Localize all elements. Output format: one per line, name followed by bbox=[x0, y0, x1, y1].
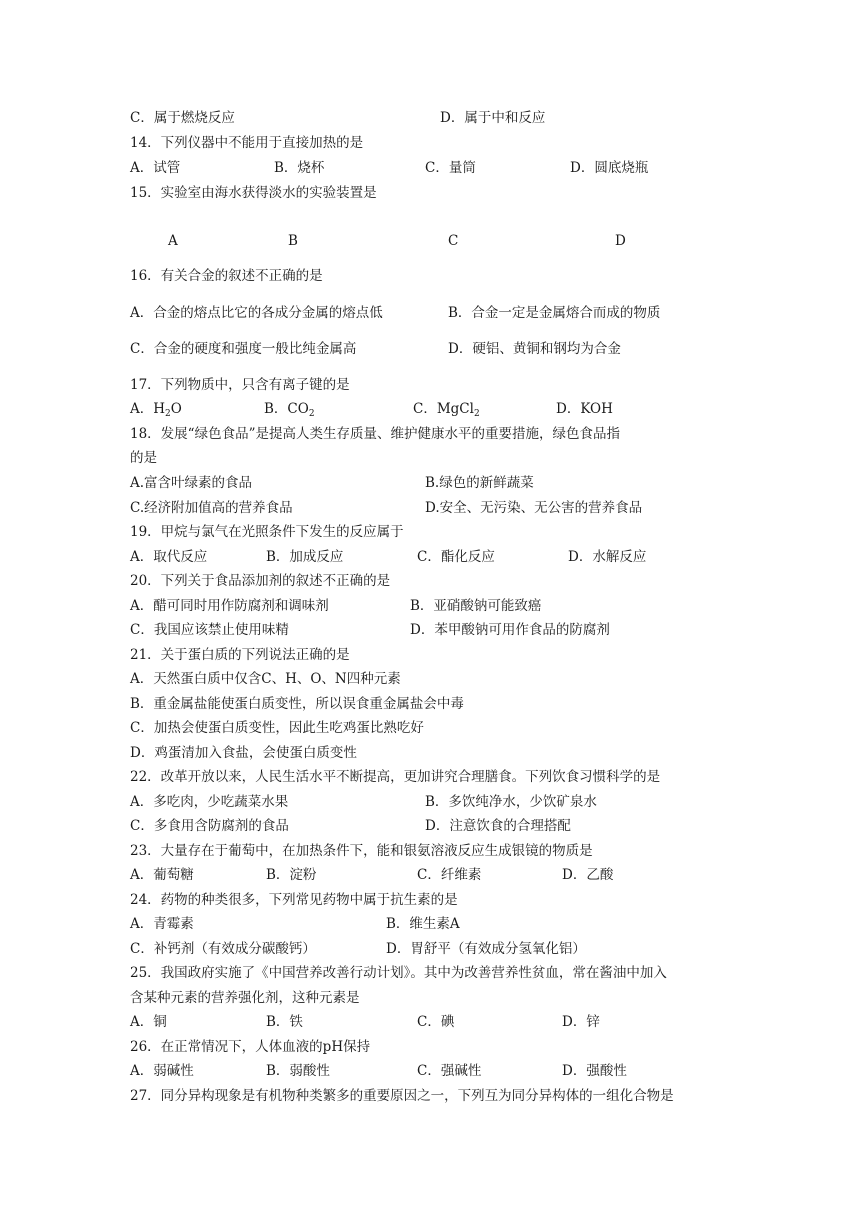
option-d: D．乙酸 bbox=[562, 867, 614, 883]
question-16: 16．有关合金的叙述不正确的是 bbox=[130, 268, 323, 284]
question-25-cont: 含某种元素的营养强化剂，这种元素是 bbox=[130, 990, 360, 1006]
question-27: 27．同分异构现象是有机物种类繁多的重要原因之一，下列互为同分异构体的一组化合物是 bbox=[130, 1088, 674, 1104]
option-b: B．多饮纯净水，少饮矿泉水 bbox=[425, 794, 597, 810]
option-b: B．弱酸性 bbox=[266, 1063, 330, 1079]
option-d: D．胃舒平（有效成分氢氧化铝） bbox=[386, 941, 586, 957]
option-d: D．鸡蛋清加入食盐，会使蛋白质变性 bbox=[130, 745, 357, 761]
option-b: B．铁 bbox=[266, 1014, 303, 1030]
option-b: B．合金一定是金属熔合而成的物质 bbox=[448, 305, 661, 321]
option-c: C．量筒 bbox=[425, 160, 476, 176]
option-d: D．属于中和反应 bbox=[440, 110, 546, 126]
option-b: B．$CO_2$ bbox=[264, 401, 315, 419]
question-26: 26．在正常情况下，人体血液的pH保持 bbox=[130, 1039, 371, 1055]
question-21: 21．关于蛋白质的下列说法正确的是 bbox=[130, 647, 350, 663]
option-d: D．锌 bbox=[562, 1014, 600, 1030]
question-15: 15．实验室由海水获得淡水的实验装置是 bbox=[130, 185, 377, 201]
question-14: 14．下列仪器中不能用于直接加热的是 bbox=[130, 135, 364, 151]
option-b: B．烧杯 bbox=[274, 160, 325, 176]
option-a: A．醋可同时用作防腐剂和调味剂 bbox=[130, 598, 329, 614]
question-19: 19．甲烷与氯气在光照条件下发生的反应属于 bbox=[130, 524, 404, 540]
option-c: C．属于燃烧反应 bbox=[130, 110, 235, 126]
option-c: C．我国应该禁止使用味精 bbox=[130, 622, 289, 638]
option-a: A.富含叶绿素的食品 bbox=[130, 475, 253, 491]
option-c: C．多食用含防腐剂的食品 bbox=[130, 818, 289, 834]
option-a: A．合金的熔点比它的各成分金属的熔点低 bbox=[130, 305, 383, 321]
option-d: D．苯甲酸钠可用作食品的防腐剂 bbox=[410, 622, 610, 638]
option-d: D．水解反应 bbox=[568, 549, 647, 565]
option-b: B．重金属盐能使蛋白质变性，所以误食重金属盐会中毒 bbox=[130, 696, 464, 712]
option-c: C．MgCl$_2$ bbox=[413, 401, 480, 419]
option-c: C．酯化反应 bbox=[417, 549, 495, 565]
option-c: C．合金的硬度和强度一般比纯金属高 bbox=[130, 341, 357, 357]
question-20: 20．下列关于食品添加剂的叙述不正确的是 bbox=[130, 573, 391, 589]
option-a: A．铜 bbox=[130, 1014, 167, 1030]
option-c: C．碘 bbox=[417, 1014, 455, 1030]
option-d: D.安全、无污染、无公害的营养食品 bbox=[425, 500, 643, 516]
option-c: C．强碱性 bbox=[417, 1063, 482, 1079]
option-c: C．纤维素 bbox=[417, 867, 482, 883]
apparatus-label-a: A bbox=[168, 233, 178, 249]
question-17: 17．下列物质中，只含有离子键的是 bbox=[130, 377, 350, 393]
option-d: D．硬铝、黄铜和钢均为合金 bbox=[448, 341, 621, 357]
option-d: D．注意饮食的合理搭配 bbox=[425, 818, 571, 834]
question-25: 25．我国政府实施了《中国营养改善行动计划》。其中为改善营养性贫血，常在酱油中加入 bbox=[130, 965, 667, 981]
question-18: 18．发展“绿色食品”是提高人类生存质量、维护健康水平的重要措施，绿色食品指 bbox=[130, 426, 620, 442]
question-18-cont: 的是 bbox=[130, 450, 157, 466]
option-b: B．淀粉 bbox=[266, 867, 317, 883]
option-b: B．加成反应 bbox=[266, 549, 344, 565]
question-24: 24．药物的种类很多，下列常见药物中属于抗生素的是 bbox=[130, 892, 458, 908]
question-22: 22．改革开放以来，人民生活水平不断提高，更加讲究合理膳食。下列饮食习惯科学的是 bbox=[130, 769, 661, 785]
option-d: D．强酸性 bbox=[562, 1063, 627, 1079]
option-a: A．天然蛋白质中仅含C、H、O、N四种元素 bbox=[130, 671, 401, 687]
option-c: C．补钙剂（有效成分碳酸钙） bbox=[130, 941, 316, 957]
option-a: A．弱碱性 bbox=[130, 1063, 194, 1079]
question-23: 23．大量存在于葡萄中，在加热条件下，能和银氨溶液反应生成银镜的物质是 bbox=[130, 843, 593, 859]
option-a: A．青霉素 bbox=[130, 916, 194, 932]
option-a: A．取代反应 bbox=[130, 549, 208, 565]
option-b: B．亚硝酸钠可能致癌 bbox=[410, 598, 542, 614]
apparatus-label-d: D bbox=[615, 233, 626, 249]
option-c: C．加热会使蛋白质变性，因此生吃鸡蛋比熟吃好 bbox=[130, 720, 424, 736]
apparatus-label-b: B bbox=[288, 233, 298, 249]
option-a: A．葡萄糖 bbox=[130, 867, 194, 883]
option-b: B.绿色的新鲜蔬菜 bbox=[425, 475, 534, 491]
option-d: D．KOH bbox=[556, 401, 613, 417]
apparatus-label-c: C bbox=[448, 233, 459, 249]
option-a: A．$H_2O$ bbox=[130, 401, 182, 419]
option-d: D．圆底烧瓶 bbox=[570, 160, 649, 176]
option-c: C.经济附加值高的营养食品 bbox=[130, 500, 293, 516]
option-b: B．维生素A bbox=[386, 916, 460, 932]
option-a: A．试管 bbox=[130, 160, 181, 176]
option-a: A．多吃肉，少吃蔬菜水果 bbox=[130, 794, 289, 810]
